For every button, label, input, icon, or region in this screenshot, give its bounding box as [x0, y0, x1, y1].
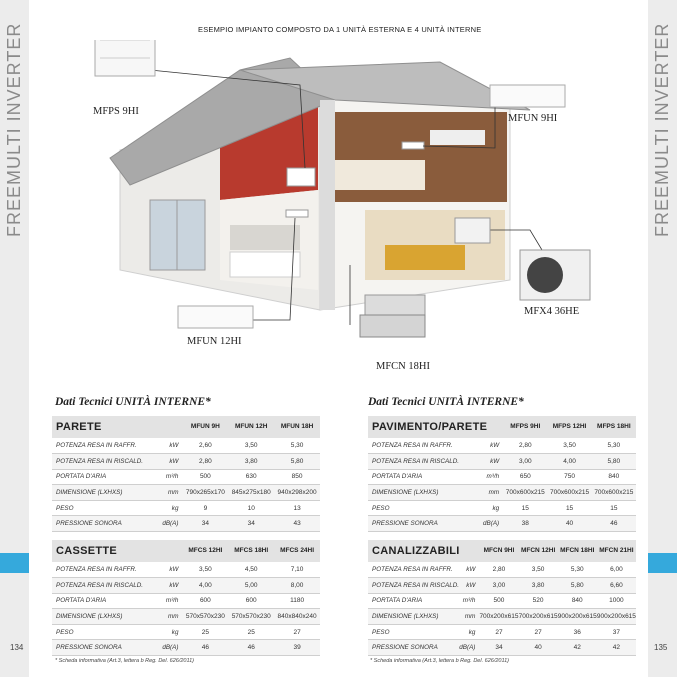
cell-value: 700x200x615: [519, 609, 558, 625]
table-row: [368, 593, 636, 609]
cell-value: 3,50: [547, 438, 591, 454]
cell-value: 2,60: [182, 438, 228, 454]
label-mfcn-18hi: MFCN 18HI: [376, 361, 430, 372]
cell-value: 900x200x615: [558, 609, 597, 625]
cell-value: 34: [228, 516, 274, 532]
cell-value: 700x600x215: [592, 485, 636, 501]
cell-value: 42: [597, 640, 636, 656]
row-label: PORTATA D'ARIA: [368, 469, 479, 485]
section-title-right: Dati Tecnici UNITÀ INTERNE*: [368, 396, 524, 408]
cell-value: 5,80: [592, 454, 636, 470]
model-header: MFCS 18HI: [228, 540, 274, 562]
cell-value: 840x840x240: [274, 609, 320, 625]
row-unit: kW: [159, 438, 183, 454]
row-label: POTENZA RESA IN RAFFR.: [368, 438, 479, 454]
right-side-band: [648, 0, 677, 677]
table-category: CASSETTE: [52, 540, 182, 562]
cell-value: 36: [558, 624, 597, 640]
row-label: DIMENSIONE (LXHXS): [52, 485, 159, 501]
row-label: POTENZA RESA IN RAFFR.: [368, 562, 459, 578]
row-label: PESO: [52, 624, 159, 640]
row-unit: kg: [159, 500, 183, 516]
cell-value: 5,80: [558, 578, 597, 594]
table-row: [52, 516, 320, 532]
table-category: PARETE: [52, 416, 182, 438]
cell-value: 4,00: [182, 578, 228, 594]
row-label: POTENZA RESA IN RISCALD.: [52, 578, 159, 594]
table-row: [52, 593, 320, 609]
illustration-caption: ESEMPIO IMPIANTO COMPOSTO DA 1 UNITÀ ESTERNA E 4 UNITÀ INTERNE: [198, 25, 482, 34]
row-label: PESO: [368, 624, 459, 640]
cell-value: 15: [503, 500, 547, 516]
cell-value: 3,80: [519, 578, 558, 594]
table-cassette: [52, 540, 320, 656]
footnote-text: Scheda informativa (Art.3, lettera b Reg. Del. 626/2011): [373, 658, 510, 664]
cell-value: 500: [182, 469, 228, 485]
cell-value: 38: [503, 516, 547, 532]
row-label: POTENZA RESA IN RAFFR.: [52, 438, 159, 454]
cell-value: 43: [274, 516, 320, 532]
model-header: MFCN 9HI: [479, 540, 518, 562]
label-mfun-12hi: MFUN 12HI: [187, 336, 242, 347]
cell-value: 900x200x615: [597, 609, 636, 625]
footnote-mark: *: [370, 658, 373, 664]
cell-value: 5,80: [274, 454, 320, 470]
left-accent-tab: [0, 553, 29, 573]
footnote-text: Scheda informativa (Art.3, lettera b Reg. Del. 626/2011): [58, 658, 195, 664]
cell-value: 37: [597, 624, 636, 640]
cell-value: 40: [547, 516, 591, 532]
table-row: [368, 624, 636, 640]
row-label: PESO: [52, 500, 159, 516]
table-row: [368, 516, 636, 532]
model-header: MFUN 18H: [274, 416, 320, 438]
cell-value: 25: [182, 624, 228, 640]
row-unit: m³/h: [459, 593, 479, 609]
cell-value: 9: [182, 500, 228, 516]
cell-value: 570x570x230: [182, 609, 228, 625]
cell-value: 5,30: [558, 562, 597, 578]
cell-value: 2,80: [182, 454, 228, 470]
model-header: MFCN 12HI: [519, 540, 558, 562]
cell-value: 13: [274, 500, 320, 516]
cell-value: 845x275x180: [228, 485, 274, 501]
table-header-row: [52, 416, 320, 438]
row-unit: m³/h: [159, 469, 183, 485]
cell-value: 600: [182, 593, 228, 609]
table-parete: [52, 416, 320, 532]
table-row: [52, 485, 320, 501]
cell-value: 3,00: [503, 454, 547, 470]
row-unit: m³/h: [479, 469, 503, 485]
model-header: MFCS 24HI: [274, 540, 320, 562]
cell-value: 27: [479, 624, 518, 640]
table-category: PAVIMENTO/PARETE: [368, 416, 503, 438]
cell-value: 750: [547, 469, 591, 485]
row-unit: mm: [159, 609, 183, 625]
row-label: PRESSIONE SONORA: [368, 516, 479, 532]
cell-value: 570x570x230: [228, 609, 274, 625]
cell-value: 6,60: [597, 578, 636, 594]
cell-value: 3,80: [228, 454, 274, 470]
model-header: MFCN 21HI: [597, 540, 636, 562]
cell-value: 8,00: [274, 578, 320, 594]
cell-value: 27: [519, 624, 558, 640]
model-header: MFUN 9H: [182, 416, 228, 438]
cell-value: 3,50: [182, 562, 228, 578]
cell-value: 2,80: [479, 562, 518, 578]
cell-value: 850: [274, 469, 320, 485]
row-label: DIMENSIONE (LXHXS): [52, 609, 159, 625]
table-row: [368, 454, 636, 470]
model-header: MFCS 12HI: [182, 540, 228, 562]
cell-value: 4,00: [547, 454, 591, 470]
cell-value: 2,80: [503, 438, 547, 454]
row-unit: dB(A): [459, 640, 479, 656]
cell-value: 500: [479, 593, 518, 609]
table-row: [368, 609, 636, 625]
cell-value: 840: [558, 593, 597, 609]
table-row: [52, 454, 320, 470]
row-unit: dB(A): [159, 516, 183, 532]
label-mfun-9hi: MFUN 9HI: [508, 113, 558, 124]
cell-value: 840: [592, 469, 636, 485]
row-label: PORTATA D'ARIA: [52, 593, 159, 609]
row-unit: m³/h: [159, 593, 183, 609]
table-row: [368, 500, 636, 516]
cell-value: 5,00: [228, 578, 274, 594]
cell-value: 700x600x215: [503, 485, 547, 501]
row-unit: dB(A): [159, 640, 183, 656]
cell-value: 5,30: [592, 438, 636, 454]
cell-value: 15: [592, 500, 636, 516]
cell-value: 520: [519, 593, 558, 609]
label-mfps-9hi: MFPS 9HI: [93, 106, 139, 117]
footnote-mark: *: [55, 658, 58, 664]
cell-value: 15: [547, 500, 591, 516]
table-row: [52, 640, 320, 656]
left-page-number: 134: [10, 643, 24, 652]
cell-value: 630: [228, 469, 274, 485]
footnote-left: [55, 658, 194, 664]
table-row: [368, 562, 636, 578]
house-illustration: [90, 40, 620, 370]
table-header-row: [368, 416, 636, 438]
table-header-row: [368, 540, 636, 562]
row-unit: kW: [159, 562, 183, 578]
table-header-row: [52, 540, 320, 562]
cell-value: 700x200x615: [479, 609, 518, 625]
row-label: DIMENSIONE (LXHXS): [368, 609, 459, 625]
table-row: [368, 438, 636, 454]
cell-value: 600: [228, 593, 274, 609]
table-row: [52, 469, 320, 485]
cell-value: 10: [228, 500, 274, 516]
table-row: [52, 609, 320, 625]
left-side-band: [0, 0, 29, 677]
row-label: PORTATA D'ARIA: [368, 593, 459, 609]
row-unit: kW: [159, 454, 183, 470]
cell-value: 1180: [274, 593, 320, 609]
cell-value: 3,00: [479, 578, 518, 594]
row-label: POTENZA RESA IN RISCALD.: [52, 454, 159, 470]
cell-value: 27: [274, 624, 320, 640]
table-row: [52, 562, 320, 578]
row-unit: kg: [479, 500, 503, 516]
row-unit: kW: [459, 578, 479, 594]
right-accent-tab: [648, 553, 677, 573]
cell-value: 39: [274, 640, 320, 656]
table-row: [52, 438, 320, 454]
footnote-right: [370, 658, 509, 664]
cell-value: 34: [479, 640, 518, 656]
cell-value: 940x298x200: [274, 485, 320, 501]
row-label: POTENZA RESA IN RISCALD.: [368, 578, 459, 594]
model-header: MFUN 12H: [228, 416, 274, 438]
table-row: [52, 624, 320, 640]
table-canalizzabili: [368, 540, 636, 656]
row-unit: kg: [159, 624, 183, 640]
cell-value: 650: [503, 469, 547, 485]
row-unit: kW: [479, 438, 503, 454]
row-unit: mm: [459, 609, 479, 625]
row-label: PRESSIONE SONORA: [52, 640, 159, 656]
row-unit: kW: [479, 454, 503, 470]
model-header: MFPS 9HI: [503, 416, 547, 438]
cell-value: 40: [519, 640, 558, 656]
left-side-title: FREEMULTI INVERTER: [4, 22, 24, 238]
row-label: POTENZA RESA IN RAFFR.: [52, 562, 159, 578]
row-unit: mm: [159, 485, 183, 501]
cell-value: 1000: [597, 593, 636, 609]
table-row: [368, 640, 636, 656]
table-category: CANALIZZABILI: [368, 540, 479, 562]
table-row: [368, 485, 636, 501]
model-header: MFPS 18HI: [592, 416, 636, 438]
cell-value: 7,10: [274, 562, 320, 578]
row-label: PORTATA D'ARIA: [52, 469, 159, 485]
cell-value: 6,00: [597, 562, 636, 578]
cell-value: 46: [592, 516, 636, 532]
cell-value: 42: [558, 640, 597, 656]
row-label: DIMENSIONE (LXHXS): [368, 485, 479, 501]
right-page-number: 135: [654, 643, 668, 652]
row-unit: kW: [159, 578, 183, 594]
row-unit: kg: [459, 624, 479, 640]
cell-value: 700x600x215: [547, 485, 591, 501]
row-label: PRESSIONE SONORA: [368, 640, 459, 656]
cell-value: 5,30: [274, 438, 320, 454]
table-row: [52, 578, 320, 594]
row-unit: dB(A): [479, 516, 503, 532]
row-label: PRESSIONE SONORA: [52, 516, 159, 532]
model-header: MFPS 12HI: [547, 416, 591, 438]
row-unit: kW: [459, 562, 479, 578]
cell-value: 25: [228, 624, 274, 640]
section-title-left: Dati Tecnici UNITÀ INTERNE*: [55, 396, 211, 408]
table-row: [52, 500, 320, 516]
table-row: [368, 578, 636, 594]
model-header: MFCN 18HI: [558, 540, 597, 562]
row-unit: mm: [479, 485, 503, 501]
table-row: [368, 469, 636, 485]
cell-value: 790x265x170: [182, 485, 228, 501]
label-mfx4-36he: MFX4 36HE: [524, 306, 580, 317]
row-label: PESO: [368, 500, 479, 516]
cell-value: 34: [182, 516, 228, 532]
row-label: POTENZA RESA IN RISCALD.: [368, 454, 479, 470]
cell-value: 3,50: [228, 438, 274, 454]
cell-value: 46: [182, 640, 228, 656]
cell-value: 3,50: [519, 562, 558, 578]
cell-value: 46: [228, 640, 274, 656]
right-side-title: FREEMULTI INVERTER: [652, 22, 672, 238]
cell-value: 4,50: [228, 562, 274, 578]
table-pavimento: [368, 416, 636, 532]
